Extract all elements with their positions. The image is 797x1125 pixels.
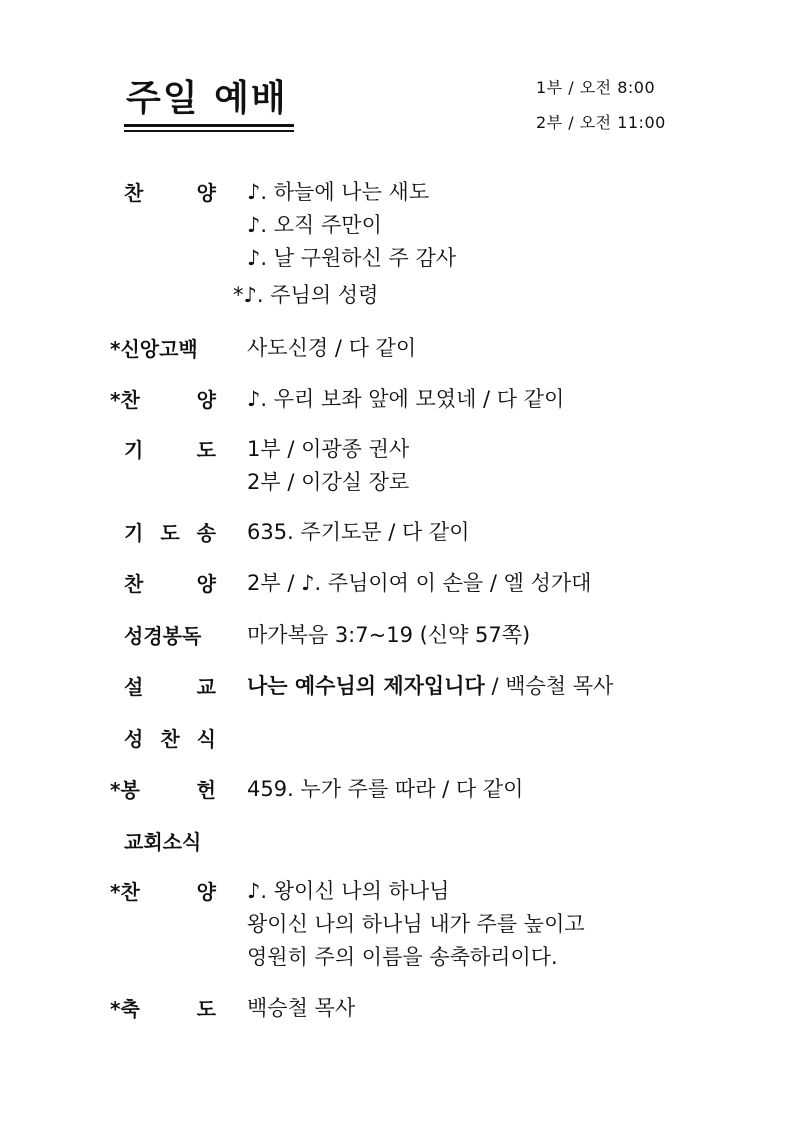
- title-underline-second: [124, 130, 294, 132]
- sermon-title: 나는 예수님의 제자입니다: [247, 674, 485, 698]
- order-label: 찬 양: [124, 572, 216, 596]
- sermon-preacher: / 백승철 목사: [484, 674, 614, 698]
- order-content: [247, 670, 613, 703]
- order-label: 교회소식: [124, 830, 202, 854]
- song-line: ♪. 하늘에 나는 새도: [247, 180, 430, 204]
- song-line: ♪. 날 구원하신 주 감사: [247, 246, 457, 270]
- title-underline: [124, 124, 294, 127]
- order-content: ♪. 왕이신 나의 하나님 왕이신 나의 하나님 내가 주를 높이고 영원히 주의 이름을 송축하리이다.: [247, 879, 585, 969]
- order-label: *찬 양: [110, 880, 216, 904]
- order-label: 찬 양: [124, 181, 216, 205]
- song-line: ♪. 오직 주만이: [247, 213, 382, 237]
- order-label: 성 찬 식: [124, 727, 216, 751]
- order-label: *신앙고백: [110, 337, 198, 361]
- order-label: 설 교: [124, 675, 216, 699]
- page-title: 주일 예배: [126, 78, 288, 119]
- order-label: *봉 헌: [110, 778, 216, 802]
- order-content: 459. 누가 주를 따라 / 다 같이: [247, 777, 524, 801]
- order-label: 기 도: [124, 438, 216, 462]
- order-label: *찬 양: [110, 388, 216, 412]
- order-content: 백승철 목사: [247, 996, 356, 1020]
- order-content: [233, 176, 457, 312]
- order-label: 기 도 송: [124, 521, 216, 545]
- song-line: *♪. 주님의 성령: [233, 283, 379, 307]
- order-content: 1부 / 이광종 권사 2부 / 이강실 장로: [247, 437, 410, 494]
- order-content: 사도신경 / 다 같이: [247, 336, 417, 360]
- service-time-second: 2부 / 오전 11:00: [536, 113, 666, 132]
- service-time-first: 1부 / 오전 8:00: [536, 78, 656, 97]
- order-label: *축 도: [110, 997, 216, 1021]
- order-label: 성경봉독: [124, 624, 202, 648]
- order-content: 635. 주기도문 / 다 같이: [247, 520, 470, 544]
- order-content: 2부 / ♪. 주님이여 이 손을 / 엘 성가대: [247, 571, 592, 595]
- order-content: ♪. 우리 보좌 앞에 모였네 / 다 같이: [247, 387, 565, 411]
- order-content: 마가복음 3:7~19 (신약 57쪽): [247, 623, 531, 647]
